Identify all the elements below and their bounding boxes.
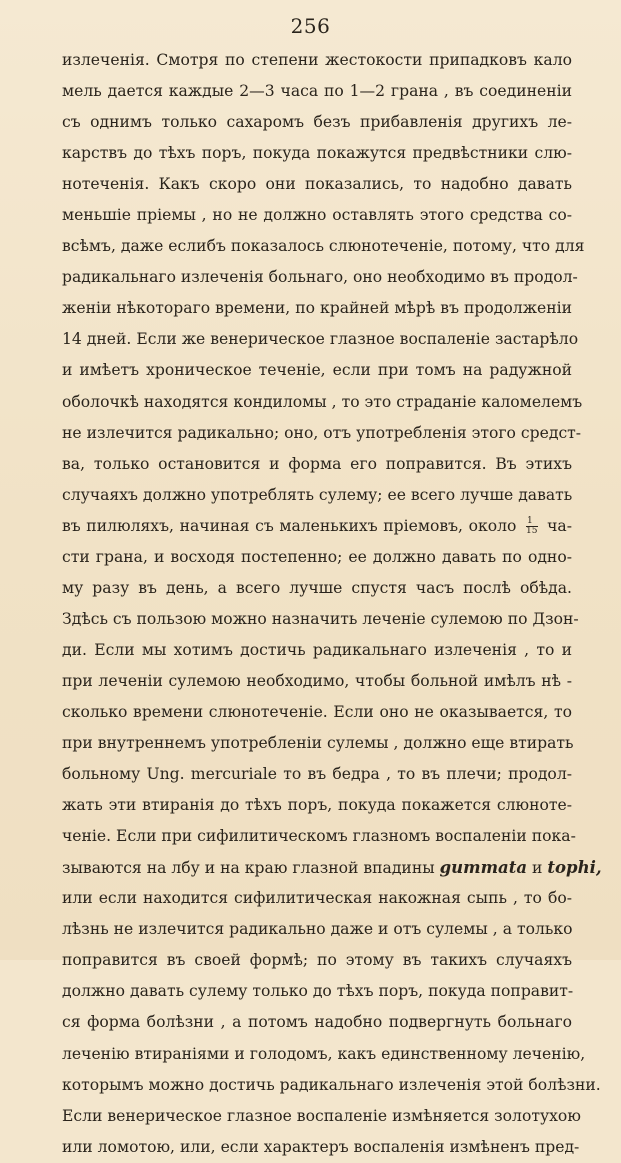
text-line-33: леченію втираніями и голодомъ, какъ единственному леченію, xyxy=(62,1044,586,1063)
text-line-36: или ломотою, или, если характеръ воспаленія измѣненъ пред- xyxy=(62,1137,580,1156)
text-line-3: съ однимъ только сахаромъ безъ прибавленія другихъ ле- xyxy=(62,113,572,132)
text-line-18: му разу въ день, а всего лучше спустя часъ послѣ обѣда. xyxy=(62,578,572,597)
text-line-16-end: ча- xyxy=(547,516,572,535)
text-line-20: ди. Если мы хотимъ достичь радикальнаго излеченія , то и xyxy=(62,640,572,659)
text-line-31: должно давать сулему только до тѣхъ поръ, покуда поправит- xyxy=(62,982,574,1001)
text-line-17: сти грана, и восходя постепенно; ее должно давать по одно- xyxy=(62,547,572,566)
text-line-23: при внутреннемъ употребленіи сулемы , должно еще втирать xyxy=(62,734,574,753)
text-line-4: карствъ до тѣхъ поръ, покуда покажутся предвѣстники слю- xyxy=(62,144,572,163)
text-line-29: лѣзнь не излечится радикально даже и отъ сулемы , а только xyxy=(62,920,573,939)
text-line-15: случаяхъ должно употреблять сулему; ее всего лучше давать xyxy=(62,485,573,504)
fraction-one-fifteenth xyxy=(526,517,537,536)
text-line-10: 14 дней. Если же венерическое глазное воспаленіе застарѣло xyxy=(62,330,579,349)
text-line-32: ся форма болѣзни , а потомъ надобно подвергнуть больнаго xyxy=(62,1013,572,1032)
latin-term-tophi: tophi, xyxy=(547,858,602,878)
text-line-21: при леченіи сулемою необходимо, чтобы больной имѣлъ нѣ - xyxy=(62,671,572,690)
text-line-9: женіи нѣкотораго времени, по крайней мѣрѣ въ продолженіи xyxy=(62,299,572,318)
text-line-16 xyxy=(62,511,572,542)
text-line-2: мель дается каждые 2—3 часа по 1—2 грана , въ соединеніи xyxy=(62,82,572,101)
text-line-13: не излечится радикально; оно, отъ употребленія этого средст- xyxy=(62,423,582,442)
text-line-27 xyxy=(62,852,602,883)
text-line-14: ва, только остановится и форма его поправится. Въ этихъ xyxy=(62,454,572,473)
latin-term-gummata: gummata xyxy=(439,858,528,878)
text-line-34: которымъ можно достичь радикальнаго излеченія этой болѣзни. xyxy=(62,1075,601,1094)
text-line-8: радикальнаго излеченія больнаго, оно необходимо въ продол- xyxy=(62,268,578,287)
text-line-28: или если находится сифилитическая накожная сыпь , то бо- xyxy=(62,889,572,908)
text-line-26: ченіе. Если при сифилитическомъ глазномъ воспаленіи пока- xyxy=(62,827,576,846)
text-line-7: всѣмъ, даже еслибъ показалось слюнотеченіе, потому, что для xyxy=(62,237,585,256)
text-line-5: нотеченія. Какъ скоро они показались, то надобно давать xyxy=(62,175,572,194)
latin-connector: и xyxy=(532,859,543,878)
text-line-1: излеченія. Смотря по степени жестокости припадковъ кало xyxy=(62,51,572,69)
text-line-30: поправится въ своей формѣ; по этому въ такихъ случаяхъ xyxy=(62,951,572,970)
text-line-6: меньшіе пріемы , но не должно оставлять этого средства со- xyxy=(62,206,572,225)
text-line-25: жать эти втиранія до тѣхъ поръ, покуда покажется слюноте- xyxy=(62,796,572,815)
text-line-12: оболочкѣ находятся кондиломы , то это страданіе каломелемъ xyxy=(62,392,583,411)
text-line-22: сколько времени слюнотеченіе. Если оно не оказывается, то xyxy=(62,702,572,721)
text-line-35: Если венерическое глазное воспаленіе измѣняется золотухою xyxy=(62,1106,581,1125)
text-line-19: Здѣсь съ пользою можно назначить леченіе сулемою по Дзон- xyxy=(62,609,579,628)
text-line-16-start: въ пилюляхъ, начиная съ маленькихъ пріемовъ, около xyxy=(62,516,517,535)
text-line-24: больному Ung. mercuriale то въ бедра , то въ плечи; продол- xyxy=(62,765,572,784)
page-number: 256 xyxy=(290,14,331,38)
fraction-denominator: 15 xyxy=(526,526,538,537)
text-block xyxy=(62,45,602,1163)
text-line-11: и имѣетъ хроническое теченіе, если при томъ на радужной xyxy=(62,361,572,380)
fraction-numerator: 1 xyxy=(526,517,537,527)
text-line-27-start: зываются на лбу и на краю глазной впадины xyxy=(62,859,435,878)
